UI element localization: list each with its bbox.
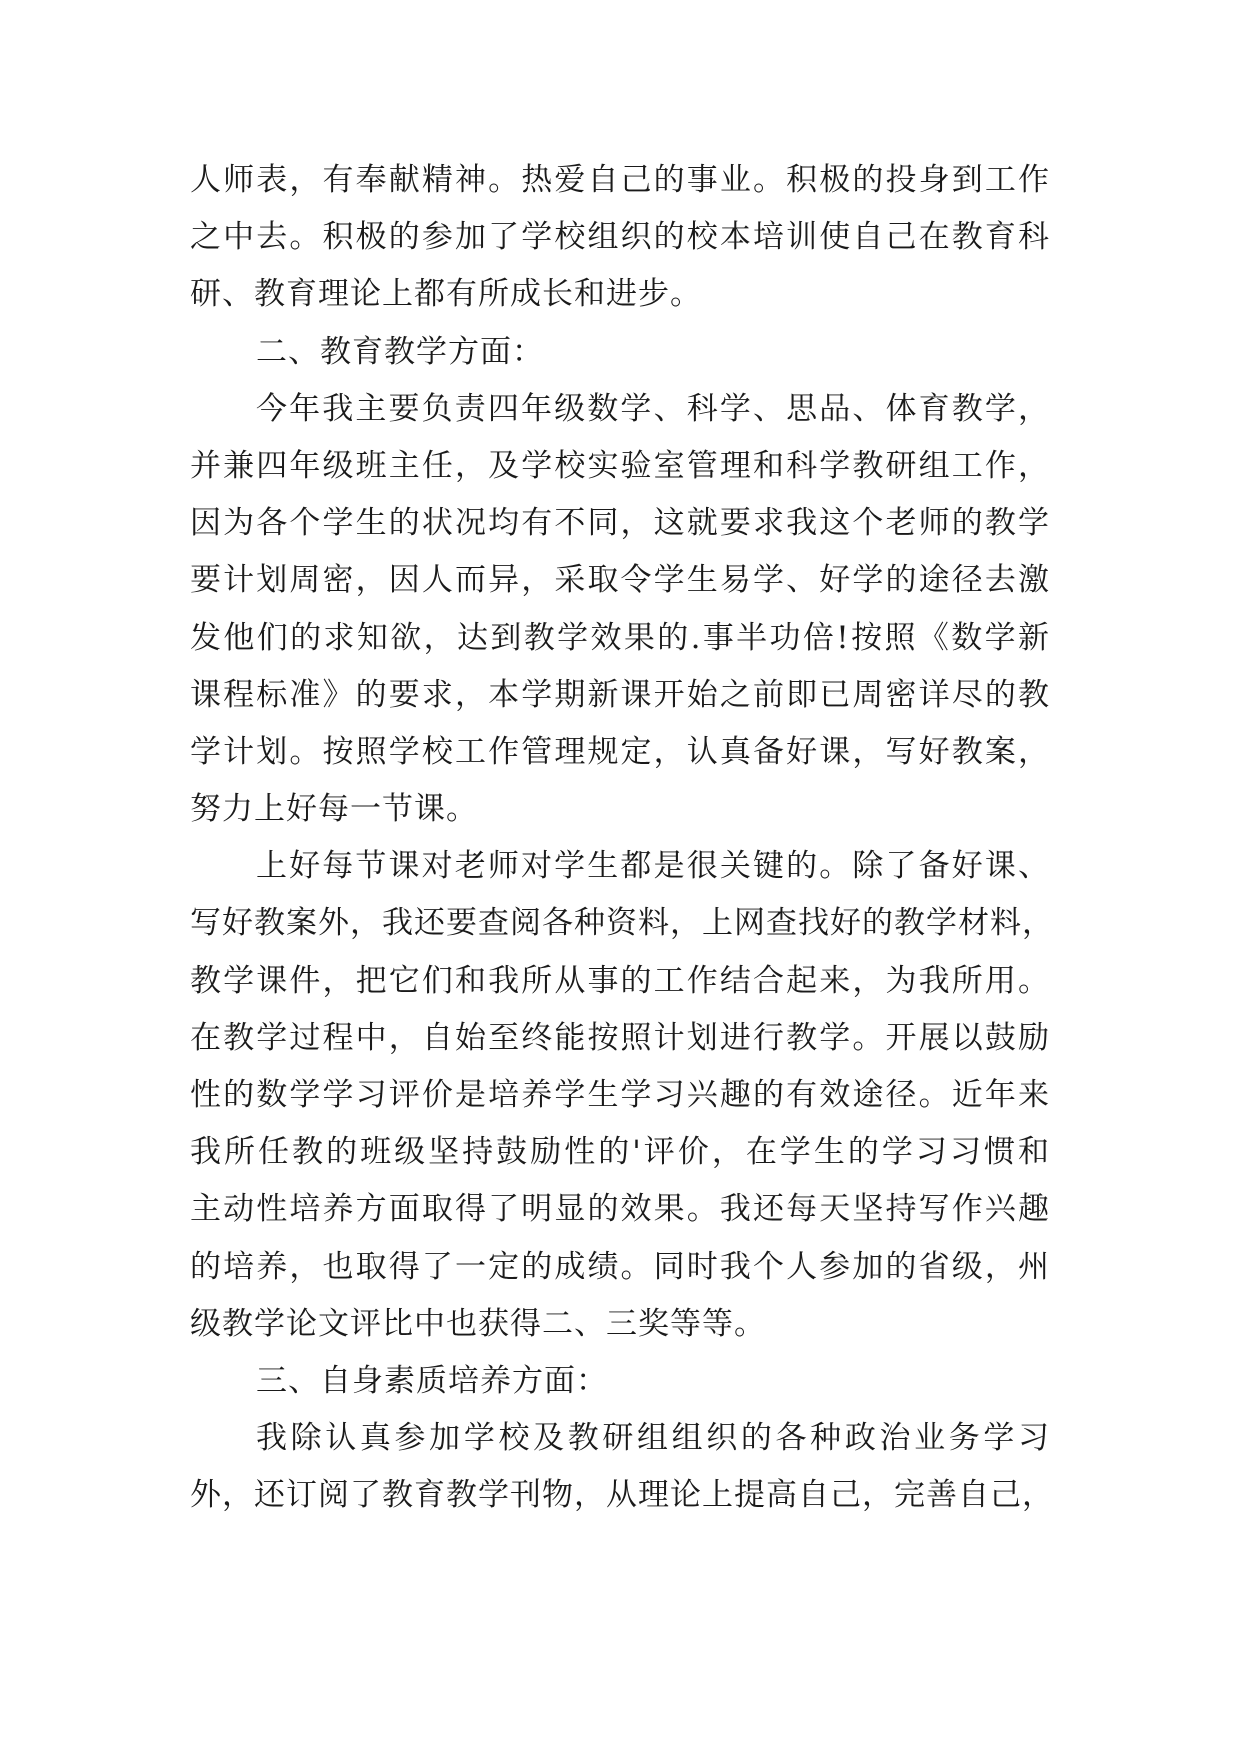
text-line: 因为各个学生的状况均有不同，这就要求我这个老师的教学 [190, 505, 1050, 542]
text-line: 并兼四年级班主任，及学校实验室管理和科学教研组工作， [190, 447, 1050, 484]
text-line: 外，还订阅了教育教学刊物，从理论上提高自己，完善自己， [190, 1477, 1054, 1514]
section-heading: 二、教育教学方面： [256, 333, 544, 370]
text-line: 课程标准》的要求，本学期新课开始之前即已周密详尽的教 [190, 676, 1050, 713]
text-line: 研、教育理论上都有所成长和进步。 [190, 276, 702, 313]
body-text [190, 152, 1054, 1525]
text-line: 发他们的求知欲，达到教学效果的.事半功倍!按照《数学新 [190, 619, 1050, 656]
text-line: 上好每节课对老师对学生都是很关键的。除了备好课、 [256, 848, 1050, 885]
text-line: 要计划周密，因人而异，采取令学生易学、好学的途径去激 [190, 562, 1050, 599]
text-line: 的培养，也取得了一定的成绩。同时我个人参加的省级，州 [190, 1248, 1050, 1285]
text-line: 性的数学学习评价是培养学生学习兴趣的有效途径。近年来 [190, 1077, 1050, 1113]
text-line: 我所任教的班级坚持鼓励性的'评价，在学生的学习习惯和 [190, 1134, 1050, 1171]
text-line: 我除认真参加学校及教研组组织的各种政治业务学习 [256, 1420, 1050, 1457]
text-line: 在教学过程中，自始至终能按照计划进行教学。开展以鼓励 [190, 1019, 1050, 1056]
text-line: 之中去。积极的参加了学校组织的校本培训使自己在教育科 [190, 219, 1050, 256]
text-line: 写好教案外，我还要查阅各种资料，上网查找好的教学材料， [190, 905, 1054, 942]
section-heading: 三、自身素质培养方面： [256, 1362, 608, 1399]
text-line: 今年我主要负责四年级数学、科学、思品、体育教学， [256, 390, 1050, 427]
text-line: 努力上好每一节课。 [190, 791, 478, 828]
text-line: 主动性培养方面取得了明显的效果。我还每天坚持写作兴趣 [190, 1191, 1050, 1228]
text-line: 级教学论文评比中也获得二、三奖等等。 [190, 1305, 766, 1342]
text-line: 学计划。按照学校工作管理规定，认真备好课，写好教案， [190, 733, 1050, 770]
text-line: 人师表，有奉献精神。热爱自己的事业。积极的投身到工作 [190, 162, 1050, 198]
text-line: 教学课件，把它们和我所从事的工作结合起来，为我所用。 [190, 962, 1050, 999]
